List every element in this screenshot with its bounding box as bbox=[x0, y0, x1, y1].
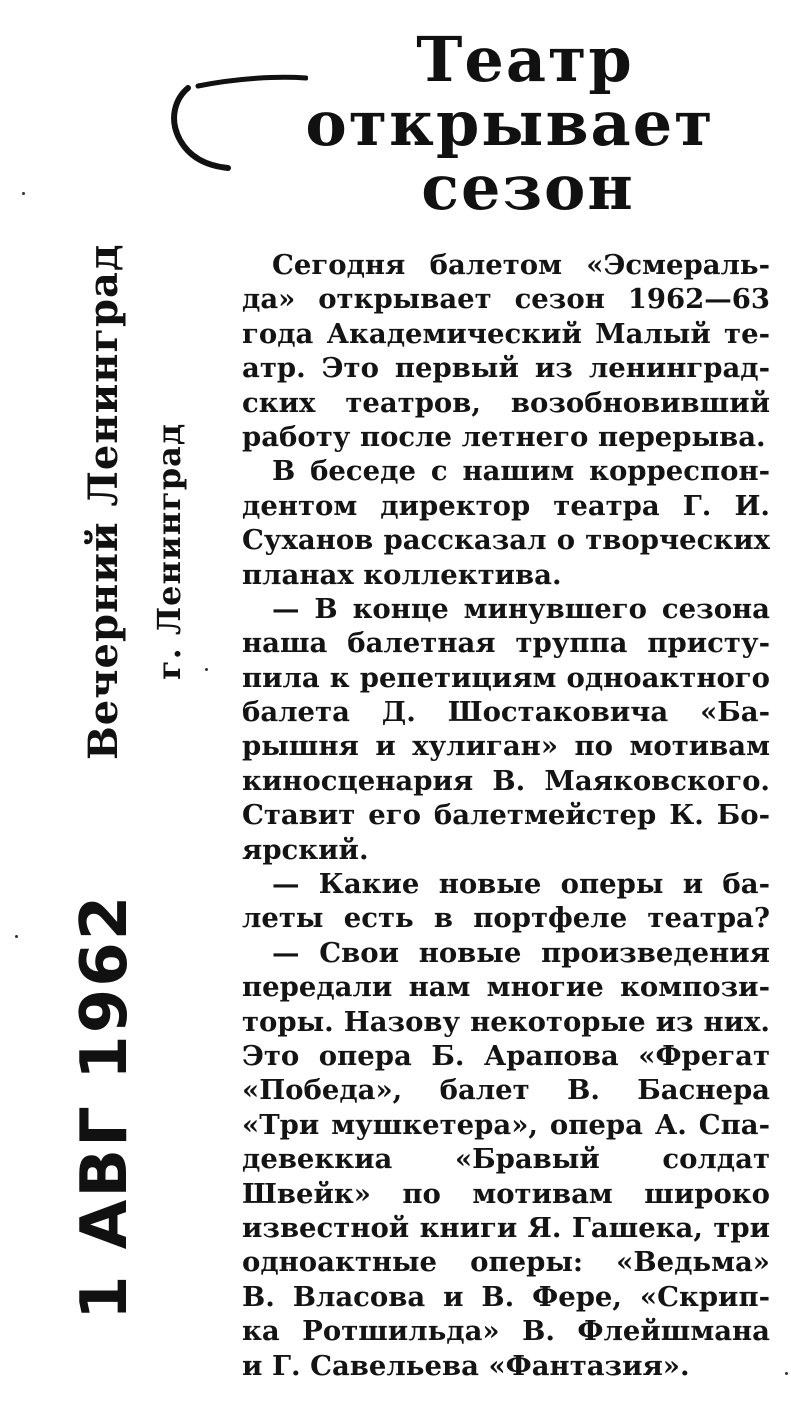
article-line: балета Д. Шостаковича «Ба- bbox=[242, 696, 770, 729]
article-line: Сегодня балетом «Эсмераль- bbox=[272, 249, 770, 281]
article-line: леты есть в портфеле театра? bbox=[242, 902, 770, 935]
article-line: Это опера Б. Арапова «Фрегат bbox=[242, 1039, 770, 1072]
print-speck bbox=[22, 192, 25, 195]
headline-line-1: Театр bbox=[416, 23, 634, 96]
article-line: пила к репетициям одноактного bbox=[242, 661, 770, 694]
article-line: работу после летнего перерыва. bbox=[242, 420, 766, 453]
article-line: — Какие новые оперы и ба- bbox=[272, 868, 770, 901]
article-line: ка Ротшильда» В. Флейшмана bbox=[242, 1315, 770, 1348]
article-line: планах коллектива. bbox=[242, 558, 562, 591]
newspaper-stamp: Вечерний Ленинград bbox=[80, 243, 127, 760]
city-stamp: г. Ленинград bbox=[150, 422, 188, 680]
article-line: — Свои новые произведения bbox=[272, 936, 770, 969]
article-line: ских театров, возобновивший bbox=[242, 386, 770, 419]
article-line: «Три мушкетера», опера А. Спа- bbox=[242, 1108, 770, 1141]
headline bbox=[290, 23, 730, 224]
article-line: года Академический Малый те- bbox=[242, 317, 770, 350]
handwritten-mark bbox=[158, 58, 308, 178]
date-stamp: 1 АВГ 1962 bbox=[68, 893, 142, 1320]
article-line: и Г. Савельева «Фантазия». bbox=[242, 1349, 690, 1382]
article-line: известной книги Я. Гашека, три bbox=[242, 1211, 770, 1244]
print-speck bbox=[205, 668, 208, 671]
article-line: наша балетная труппа присту- bbox=[242, 627, 770, 660]
article-line: рышня и хулиган» по мотивам bbox=[242, 730, 770, 763]
article-line: В беседе с нашим корреспон- bbox=[272, 455, 770, 488]
article-line: киносценария В. Маяковского. bbox=[242, 764, 770, 797]
article-line: торы. Назову некоторые из них. bbox=[242, 1005, 770, 1038]
article-line: передали нам многие компози- bbox=[242, 971, 770, 1004]
article-body bbox=[242, 248, 770, 1383]
article-line: дентом директор театра Г. И. bbox=[242, 489, 770, 522]
article-line: Швейк» по мотивам широко bbox=[242, 1177, 770, 1210]
print-speck bbox=[785, 1372, 788, 1375]
article-line: да» открывает сезон 1962—63 bbox=[242, 283, 770, 316]
headline-line-2: открывает bbox=[305, 87, 715, 160]
article-line: — В конце минувшего сезона bbox=[272, 592, 770, 625]
article-line: Ставит его балетмейстер К. Бо- bbox=[242, 799, 770, 832]
headline-line-3: сезон bbox=[421, 151, 635, 224]
article-line: атр. Это первый из ленинград- bbox=[242, 352, 770, 385]
article-line: «Победа», балет В. Баснера bbox=[242, 1074, 770, 1107]
article-line: Суханов рассказал о творческих bbox=[242, 524, 770, 557]
article-line: девеккиа «Бравый солдат bbox=[242, 1143, 770, 1176]
article-line: В. Власова и В. Фере, «Скрип- bbox=[242, 1280, 770, 1313]
print-speck bbox=[15, 935, 18, 938]
article-line: ярский. bbox=[242, 833, 369, 866]
article-line: одноактные оперы: «Ведьма» bbox=[242, 1246, 770, 1279]
